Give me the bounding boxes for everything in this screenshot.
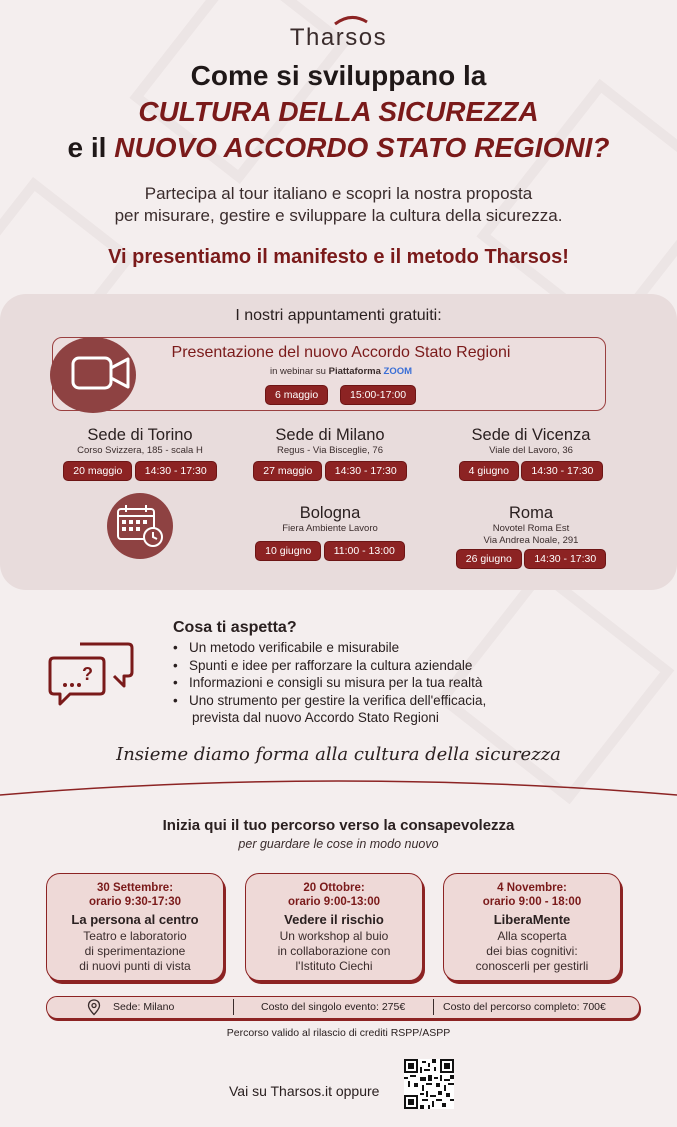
headline-line3 <box>0 130 677 166</box>
divider <box>433 999 434 1015</box>
expect-list <box>170 639 590 727</box>
venue-address: Corso Svizzera, 185 - scala H <box>77 445 203 456</box>
divider <box>233 999 234 1015</box>
headline-line1: Come si sviluppano la <box>190 60 487 91</box>
event-hours: orario 9:00 - 18:00 <box>482 896 582 908</box>
motto: Insieme diamo forma alla cultura della sicurezza <box>116 744 561 765</box>
event-title: Vedere il rischio <box>284 912 384 927</box>
path-heading: Inizia qui il tuo percorso verso la consapevolezza <box>162 817 515 834</box>
credits-note: Percorso valido al rilascio di crediti RSPP/ASPP <box>226 1027 451 1039</box>
venue-time-pill: 14:30 - 17:30 <box>326 462 406 480</box>
event-desc-line: Alla scoperta <box>497 929 567 943</box>
event-hours: orario 9:00-13:00 <box>287 896 381 908</box>
expect-heading: Cosa ti aspetta? <box>173 619 297 636</box>
venue-address2: Via Andrea Noale, 291 <box>483 535 579 546</box>
event-desc-line: di sperimentazione <box>84 944 186 958</box>
event-card <box>46 873 224 981</box>
venue-address: Viale del Lavoro, 36 <box>489 445 573 456</box>
path-subheading: per guardare le cose in modo nuovo <box>238 837 439 851</box>
chat-question-icon <box>48 640 134 708</box>
info-bar <box>46 996 640 1019</box>
event-desc-line: dei bias cognitivi: <box>486 944 578 958</box>
webinar-sub-prefix: in webinar su <box>269 366 329 377</box>
venue-address: Novotel Roma Est <box>492 523 570 534</box>
event-title: LiberaMente <box>493 912 571 927</box>
list-item: • Spunti e idee per rafforzare la cultura aziendale <box>170 657 590 675</box>
intro-line2: per misurare, gestire e sviluppare la cultura della sicurezza. <box>114 206 563 225</box>
event-hours: orario 9:30-17:30 <box>88 896 182 908</box>
venue-vicenza <box>431 426 631 480</box>
svg-text:?: ? <box>82 664 93 684</box>
venue-torino <box>40 426 240 480</box>
event-desc-line: in collaborazione con <box>277 944 391 958</box>
list-item: • Un metodo verificabile e misurabile <box>170 639 590 657</box>
venue-bologna <box>230 504 430 560</box>
venue-time-pill: 14:30 - 17:30 <box>525 550 605 568</box>
venue-name: Sede di Milano <box>275 426 385 444</box>
list-item: • Uno strumento per gestire la verifica dell'efficacia, <box>170 692 590 710</box>
intro-line1: Partecipa al tour italiano e scopri la nostra proposta <box>144 184 533 203</box>
event-desc-line: Un workshop al buio <box>279 929 389 943</box>
logo <box>0 14 677 52</box>
headline-line3-highlight: NUOVO ACCORDO STATO REGIONI? <box>114 132 610 163</box>
qr-code-icon[interactable] <box>404 1059 454 1109</box>
location-pin-icon <box>87 999 101 1016</box>
logo-swoosh-icon <box>331 14 371 26</box>
webinar-title: Presentazione del nuovo Accordo Stato Regioni <box>171 344 511 361</box>
info-single-cost: Costo del singolo evento: 275€ <box>261 1001 406 1013</box>
event-date: 20 Ottobre: <box>303 882 365 894</box>
event-card <box>443 873 621 981</box>
info-location: Sede: Milano <box>113 1001 175 1013</box>
venue-name: Sede di Torino <box>87 426 193 444</box>
webinar-platform: Piattaforma <box>328 366 381 377</box>
venue-time-pill: 11:00 - 13:00 <box>325 542 404 560</box>
calendar-icon <box>115 503 167 551</box>
webinar-time <box>341 385 415 404</box>
event-desc-line: di nuovi punti di vista <box>79 959 191 973</box>
venue-name: Bologna <box>299 504 361 522</box>
list-item: • Informazioni e consigli su misura per la tua realtà <box>170 674 590 692</box>
intro-text <box>0 183 677 227</box>
venue-time-pill: 14:30 - 17:30 <box>136 462 216 480</box>
venue-date-pill: 20 maggio <box>64 462 131 480</box>
venue-date-pill: 10 giugno <box>256 542 320 560</box>
venue-date-pill: 27 maggio <box>254 462 321 480</box>
zoom-label: ZOOM <box>383 366 413 377</box>
event-desc-line: l'Istituto Ciechi <box>295 959 373 973</box>
venue-name: Sede di Vicenza <box>471 426 591 444</box>
event-desc-line: conoscerli per gestirli <box>475 959 589 973</box>
event-date: 30 Settembre: <box>96 882 174 894</box>
venue-address: Regus - Via Bisceglie, 76 <box>277 445 383 456</box>
event-date: 4 Novembre: <box>497 882 567 894</box>
venue-address: Fiera Ambiente Lavoro <box>282 523 378 534</box>
event-card <box>245 873 423 981</box>
footer-cta: Vai su Tharsos.it oppure <box>229 1083 380 1099</box>
event-desc-line: Teatro e laboratorio <box>83 929 187 943</box>
info-full-cost: Costo del percorso completo: 700€ <box>443 1001 606 1013</box>
headline-line2: CULTURA DELLA SICUREZZA <box>138 96 539 127</box>
headline-line3-prefix: e il <box>67 132 115 163</box>
webinar-subtitle <box>136 366 546 377</box>
curve-divider <box>0 775 677 815</box>
tagline: Vi presentiamo il manifesto e il metodo Tharsos! <box>108 246 569 268</box>
webinar-date <box>266 385 327 404</box>
venue-name: Roma <box>508 504 553 522</box>
venue-date-pill: 4 giugno <box>460 462 518 480</box>
venue-time-pill: 14:30 - 17:30 <box>522 462 602 480</box>
appointments-heading: I nostri appuntamenti gratuiti: <box>235 307 442 324</box>
webinar-time-pill: 15:00-17:00 <box>341 386 415 404</box>
brand-name: Tharsos <box>289 24 388 51</box>
venue-milano <box>230 426 430 480</box>
list-item-continuation: prevista dal nuovo Accordo Stato Regioni <box>192 710 439 725</box>
event-title: La persona al centro <box>71 912 199 927</box>
venue-date-pill: 26 giugno <box>457 550 521 568</box>
video-camera-icon <box>70 354 134 394</box>
headline <box>0 58 677 166</box>
webinar-date-pill: 6 maggio <box>266 386 327 404</box>
venue-roma <box>431 504 631 568</box>
